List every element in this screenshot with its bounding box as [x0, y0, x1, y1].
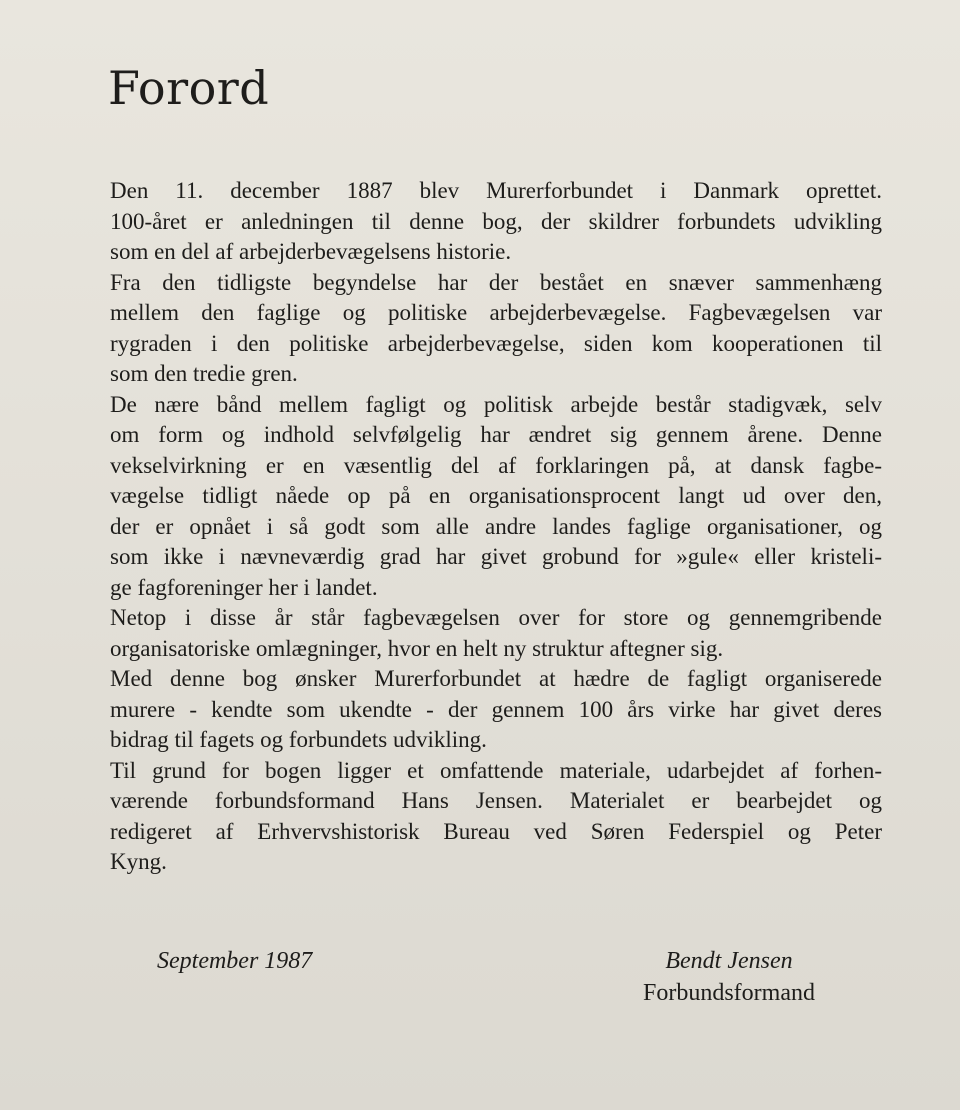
text-line: værende forbundsformand Hans Jensen. Materialet er bearbejdet og: [110, 788, 882, 813]
text-line: Fra den tidligste begyndelse har der bestået en snæver sammenhæng: [110, 269, 882, 295]
text-line: vekselvirkning er en væsentlig del af forklaringen på, at dansk fagbe-: [110, 452, 882, 478]
text-line: De nære bånd mellem fagligt og politisk arbejde består stadigvæk, selv: [110, 391, 882, 417]
text-line: vægelse tidligt nåede op på en organisationsprocent langt ud over den,: [110, 483, 882, 508]
paragraph-4: [110, 603, 882, 664]
text-line: Den 11. december 1887 blev Murerforbundet i Danmark oprettet.: [110, 178, 882, 203]
text-line: 100-året er anledningen til denne bog, der skildrer forbundets udvikling: [110, 208, 882, 234]
text-line: Til grund for bogen ligger et omfattende materiale, udarbejdet af forhen-: [110, 757, 882, 783]
paragraph-2: [110, 268, 882, 390]
text-line: der er opnået i så godt som alle andre landes faglige organisationer, og: [110, 513, 882, 539]
signature-role: Forbundsformand: [643, 980, 815, 1006]
text-line: Netop i disse år står fagbevægelsen over for store og gennemgribende: [110, 605, 882, 630]
paragraph-5: [110, 664, 882, 756]
page-title: Forord: [108, 61, 270, 115]
text-line: bidrag til fagets og forbundets udvikling.: [110, 727, 487, 752]
text-line: om form og indhold selvfølgelig har ændret sig gennem årene. Denne: [110, 422, 882, 447]
paragraph-1: [110, 176, 882, 268]
date-line: September 1987: [157, 948, 313, 974]
text-line: som ikke i nævneværdig grad har givet grobund for »gule« eller kristeli-: [110, 544, 882, 569]
text-line: Med denne bog ønsker Murerforbundet at hædre de fagligt organiserede: [110, 666, 882, 691]
paragraph-6: [110, 756, 882, 878]
text-line: ge fagforeninger her i landet.: [110, 574, 378, 600]
text-line: Kyng.: [110, 849, 167, 874]
preface-body: [110, 176, 882, 878]
text-line: som den tredie gren.: [110, 361, 298, 386]
text-line: organisatoriske omlægninger, hvor en helt ny struktur aftegner sig.: [110, 635, 724, 661]
signature-name: Bendt Jensen: [665, 948, 793, 974]
text-line: mellem den faglige og politiske arbejderbevægelse. Fagbevægelsen var: [110, 300, 882, 325]
text-line: rygraden i den politiske arbejderbevægelse, siden kom kooperationen til: [110, 330, 882, 356]
paragraph-3: [110, 390, 882, 604]
text-line: som en del af arbejderbevægelsens historie.: [110, 239, 512, 264]
signature-block: [622, 945, 836, 1009]
text-line: redigeret af Erhvervshistorisk Bureau ved Søren Federspiel og Peter: [110, 818, 882, 844]
text-line: murere - kendte som ukendte - der gennem 100 års virke har givet deres: [110, 696, 882, 722]
